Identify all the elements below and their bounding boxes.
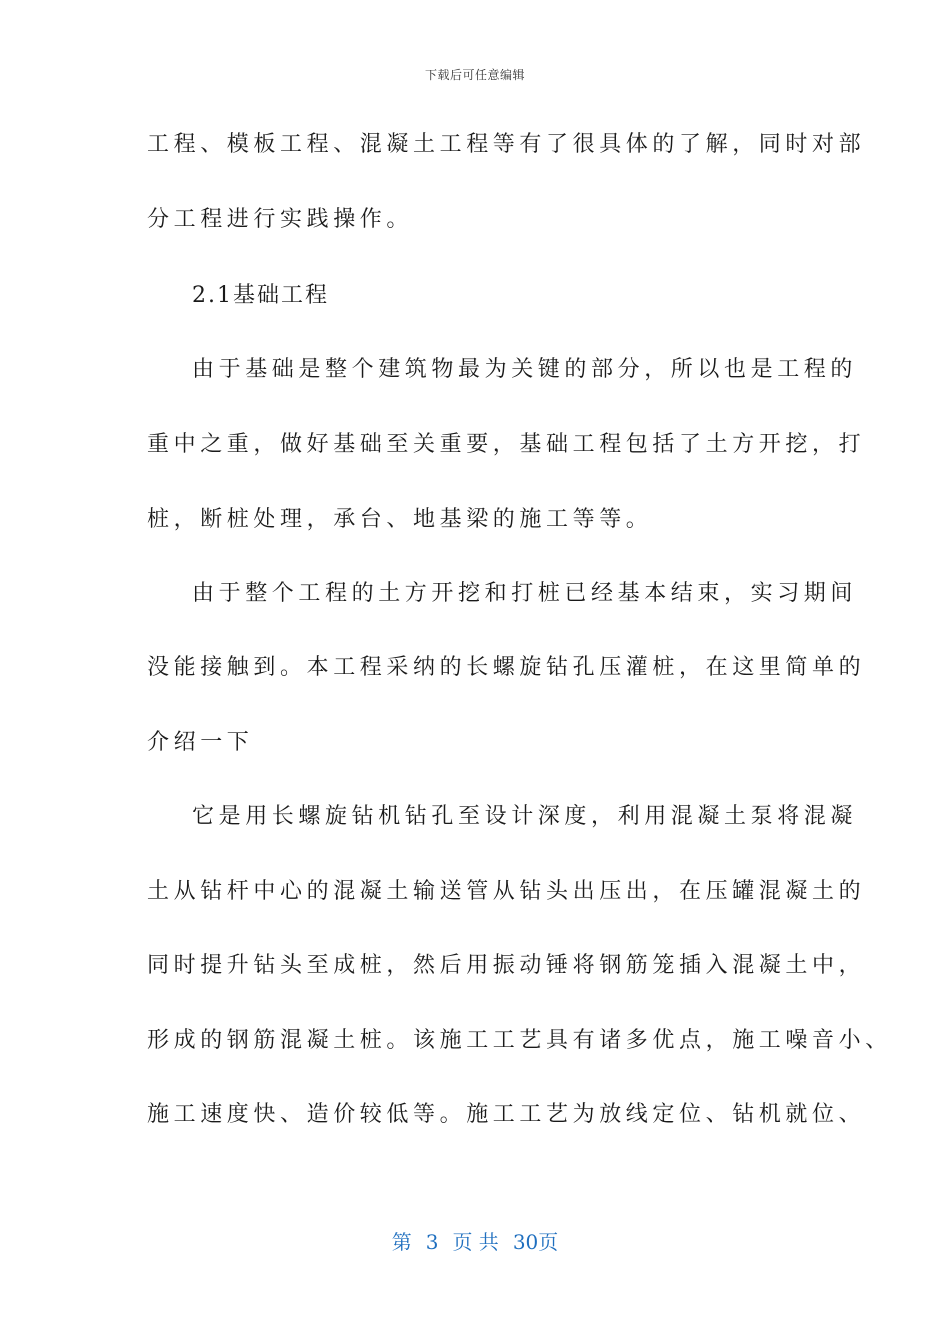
text-line: 施工速度快、造价较低等。施工工艺为放线定位、钻机就位、 [147, 1102, 866, 1127]
page-header: 下载后可任意编辑 [424, 68, 525, 82]
text-line: 介绍一下 [147, 730, 254, 755]
text-line: 工程、模板工程、混凝土工程等有了很具体的了解，同时对部 [147, 132, 866, 157]
footer-prefix: 第 [391, 1230, 412, 1254]
total-pages-number: 30 [512, 1230, 539, 1254]
text-line: 重中之重，做好基础至关重要，基础工程包括了土方开挖，打 [147, 432, 866, 457]
paragraph-first-line: 由于整个工程的土方开挖和打桩已经基本结束，实习期间 [192, 581, 858, 606]
page-footer [0, 1226, 950, 1255]
section-heading: 2.1基础工程 [192, 283, 329, 308]
paragraph-first-line: 它是用长螺旋钻机钻孔至设计深度，利用混凝土泵将混凝 [192, 804, 858, 829]
current-page-number: 3 [425, 1230, 439, 1254]
text-line: 桩，断桩处理，承台、地基梁的施工等等。 [147, 507, 653, 532]
text-line: 土从钻杆中心的混凝土输送管从钻头出压出，在压罐混凝土的 [147, 879, 866, 904]
footer-middle: 页 共 [452, 1230, 499, 1254]
paragraph-first-line: 由于基础是整个建筑物最为关键的部分，所以也是工程的 [192, 357, 858, 382]
text-line: 分工程进行实践操作。 [147, 207, 414, 232]
text-line: 没能接触到。本工程采纳的长螺旋钻孔压灌桩，在这里简单的 [147, 655, 866, 680]
footer-suffix: 页 [538, 1230, 559, 1254]
text-line: 同时提升钻头至成桩，然后用振动锤将钢筋笼插入混凝土中， [147, 953, 866, 978]
text-line: 形成的钢筋混凝土桩。该施工工艺具有诸多优点，施工噪音小、 [147, 1028, 892, 1053]
